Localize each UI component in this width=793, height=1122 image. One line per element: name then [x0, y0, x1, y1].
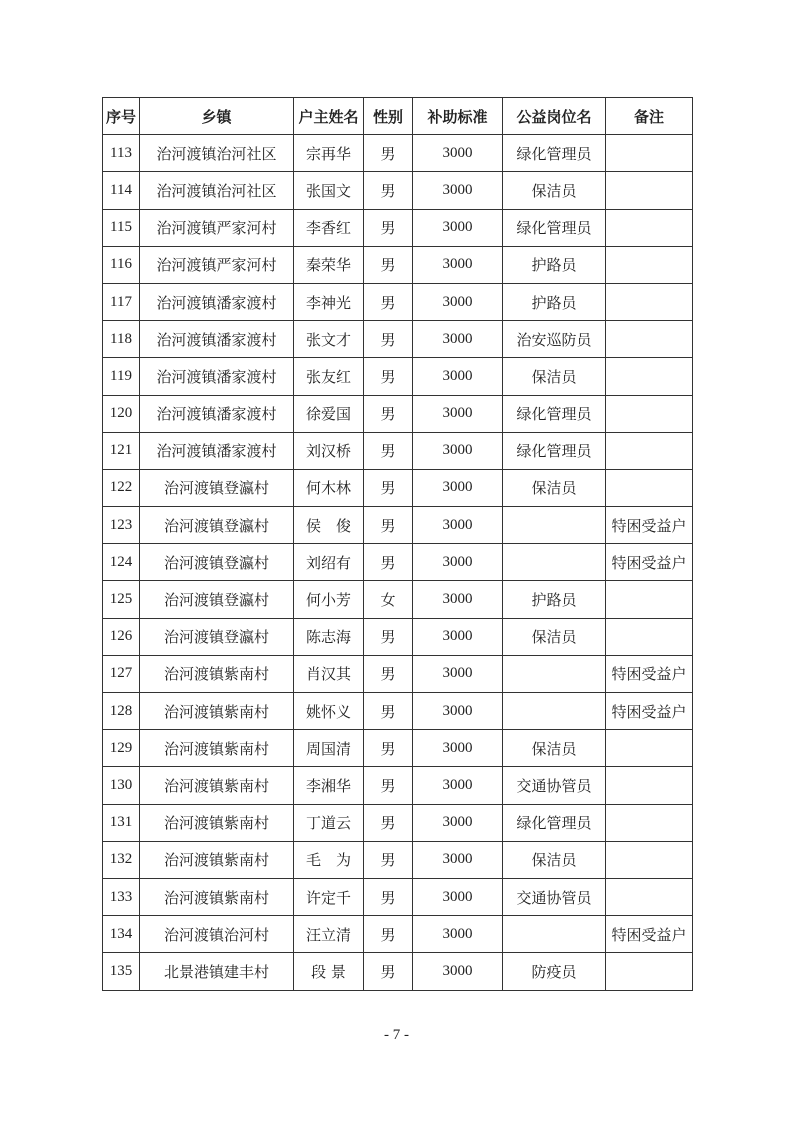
- cell-remarks: 特困受益户: [606, 693, 693, 730]
- cell-gender: 男: [364, 618, 413, 655]
- cell-remarks: [606, 804, 693, 841]
- cell-subsidy: 3000: [413, 172, 503, 209]
- cell-gender: 男: [364, 916, 413, 953]
- cell-township: 治河渡镇登瀛村: [140, 544, 294, 581]
- cell-subsidy: 3000: [413, 655, 503, 692]
- cell-index: 121: [103, 432, 140, 469]
- cell-householder-name: 毛 为: [294, 841, 364, 878]
- table-row: [103, 693, 693, 730]
- cell-subsidy: 3000: [413, 246, 503, 283]
- cell-position: 护路员: [503, 283, 606, 320]
- cell-remarks: [606, 581, 693, 618]
- cell-position: 护路员: [503, 581, 606, 618]
- cell-subsidy: 3000: [413, 432, 503, 469]
- cell-index: 118: [103, 321, 140, 358]
- cell-position: [503, 507, 606, 544]
- cell-remarks: [606, 135, 693, 172]
- cell-index: 124: [103, 544, 140, 581]
- cell-remarks: [606, 283, 693, 320]
- cell-remarks: [606, 432, 693, 469]
- cell-index: 122: [103, 469, 140, 506]
- cell-township: 治河渡镇严家河村: [140, 246, 294, 283]
- cell-gender: 男: [364, 841, 413, 878]
- cell-householder-name: 何小芳: [294, 581, 364, 618]
- cell-township: 北景港镇建丰村: [140, 953, 294, 990]
- cell-township: 治河渡镇登瀛村: [140, 507, 294, 544]
- cell-subsidy: 3000: [413, 730, 503, 767]
- cell-township: 治河渡镇登瀛村: [140, 618, 294, 655]
- cell-gender: 男: [364, 358, 413, 395]
- header-gender: 性别: [364, 98, 413, 135]
- cell-gender: 男: [364, 395, 413, 432]
- cell-subsidy: 3000: [413, 693, 503, 730]
- table-row: [103, 581, 693, 618]
- cell-remarks: 特困受益户: [606, 544, 693, 581]
- table-row: [103, 172, 693, 209]
- cell-index: 119: [103, 358, 140, 395]
- header-subsidy: 补助标准: [413, 98, 503, 135]
- cell-subsidy: 3000: [413, 358, 503, 395]
- cell-gender: 男: [364, 209, 413, 246]
- cell-householder-name: 许定千: [294, 878, 364, 915]
- cell-householder-name: 刘绍有: [294, 544, 364, 581]
- cell-householder-name: 秦荣华: [294, 246, 364, 283]
- cell-index: 132: [103, 841, 140, 878]
- cell-position: 保洁员: [503, 358, 606, 395]
- cell-township: 治河渡镇潘家渡村: [140, 321, 294, 358]
- cell-subsidy: 3000: [413, 283, 503, 320]
- cell-subsidy: 3000: [413, 767, 503, 804]
- table-row: [103, 395, 693, 432]
- table-row: [103, 135, 693, 172]
- cell-gender: 男: [364, 172, 413, 209]
- cell-householder-name: 姚怀义: [294, 693, 364, 730]
- cell-remarks: [606, 841, 693, 878]
- cell-position: 绿化管理员: [503, 395, 606, 432]
- cell-index: 135: [103, 953, 140, 990]
- cell-township: 治河渡镇紫南村: [140, 878, 294, 915]
- cell-gender: 男: [364, 767, 413, 804]
- cell-gender: 男: [364, 135, 413, 172]
- cell-householder-name: 刘汉桥: [294, 432, 364, 469]
- cell-township: 治河渡镇治河社区: [140, 135, 294, 172]
- cell-position: [503, 655, 606, 692]
- table-row: [103, 283, 693, 320]
- table-row: [103, 655, 693, 692]
- cell-subsidy: 3000: [413, 953, 503, 990]
- cell-subsidy: 3000: [413, 878, 503, 915]
- cell-householder-name: 李神光: [294, 283, 364, 320]
- cell-index: 116: [103, 246, 140, 283]
- cell-index: 113: [103, 135, 140, 172]
- cell-remarks: [606, 172, 693, 209]
- cell-householder-name: 李湘华: [294, 767, 364, 804]
- cell-remarks: [606, 767, 693, 804]
- cell-subsidy: 3000: [413, 321, 503, 358]
- cell-remarks: [606, 395, 693, 432]
- cell-remarks: [606, 209, 693, 246]
- table-body: [103, 135, 693, 990]
- table-row: [103, 544, 693, 581]
- cell-remarks: [606, 618, 693, 655]
- cell-position: 护路员: [503, 246, 606, 283]
- cell-position: 绿化管理员: [503, 432, 606, 469]
- table-row: [103, 358, 693, 395]
- cell-township: 治河渡镇治河社区: [140, 172, 294, 209]
- cell-position: 交通协管员: [503, 767, 606, 804]
- cell-remarks: [606, 953, 693, 990]
- cell-subsidy: 3000: [413, 581, 503, 618]
- cell-remarks: [606, 321, 693, 358]
- cell-position: 绿化管理员: [503, 804, 606, 841]
- cell-householder-name: 张文才: [294, 321, 364, 358]
- cell-index: 127: [103, 655, 140, 692]
- cell-gender: 女: [364, 581, 413, 618]
- cell-position: 治安巡防员: [503, 321, 606, 358]
- cell-householder-name: 徐爱国: [294, 395, 364, 432]
- cell-township: 治河渡镇紫南村: [140, 693, 294, 730]
- cell-gender: 男: [364, 655, 413, 692]
- cell-subsidy: 3000: [413, 841, 503, 878]
- cell-householder-name: 何木林: [294, 469, 364, 506]
- cell-householder-name: 丁道云: [294, 804, 364, 841]
- cell-township: 治河渡镇潘家渡村: [140, 432, 294, 469]
- cell-gender: 男: [364, 321, 413, 358]
- cell-position: 保洁员: [503, 730, 606, 767]
- cell-index: 115: [103, 209, 140, 246]
- cell-subsidy: 3000: [413, 469, 503, 506]
- cell-subsidy: 3000: [413, 395, 503, 432]
- cell-gender: 男: [364, 953, 413, 990]
- cell-position: [503, 916, 606, 953]
- cell-householder-name: 肖汉其: [294, 655, 364, 692]
- table-row: [103, 730, 693, 767]
- cell-remarks: [606, 730, 693, 767]
- cell-position: 防疫员: [503, 953, 606, 990]
- table-row: [103, 953, 693, 990]
- header-position: 公益岗位名: [503, 98, 606, 135]
- header-householder-name: 户主姓名: [294, 98, 364, 135]
- cell-householder-name: 侯 俊: [294, 507, 364, 544]
- cell-subsidy: 3000: [413, 544, 503, 581]
- cell-gender: 男: [364, 246, 413, 283]
- cell-householder-name: 汪立清: [294, 916, 364, 953]
- cell-index: 133: [103, 878, 140, 915]
- table-row: [103, 841, 693, 878]
- cell-remarks: [606, 878, 693, 915]
- cell-index: 120: [103, 395, 140, 432]
- cell-householder-name: 段 景: [294, 953, 364, 990]
- cell-township: 治河渡镇潘家渡村: [140, 358, 294, 395]
- cell-gender: 男: [364, 878, 413, 915]
- cell-index: 128: [103, 693, 140, 730]
- cell-subsidy: 3000: [413, 916, 503, 953]
- cell-remarks: 特困受益户: [606, 916, 693, 953]
- beneficiary-table: [102, 97, 693, 991]
- cell-position: 保洁员: [503, 618, 606, 655]
- cell-index: 129: [103, 730, 140, 767]
- cell-township: 治河渡镇治河村: [140, 916, 294, 953]
- cell-position: 保洁员: [503, 841, 606, 878]
- table-row: [103, 507, 693, 544]
- cell-subsidy: 3000: [413, 804, 503, 841]
- table-row: [103, 618, 693, 655]
- cell-subsidy: 3000: [413, 618, 503, 655]
- table-row: [103, 767, 693, 804]
- cell-householder-name: 张国文: [294, 172, 364, 209]
- cell-position: 保洁员: [503, 469, 606, 506]
- cell-householder-name: 陈志海: [294, 618, 364, 655]
- cell-position: [503, 544, 606, 581]
- cell-householder-name: 宗再华: [294, 135, 364, 172]
- cell-subsidy: 3000: [413, 507, 503, 544]
- cell-gender: 男: [364, 469, 413, 506]
- table-row: [103, 469, 693, 506]
- cell-gender: 男: [364, 693, 413, 730]
- cell-gender: 男: [364, 507, 413, 544]
- cell-index: 114: [103, 172, 140, 209]
- table-row: [103, 321, 693, 358]
- table-row: [103, 209, 693, 246]
- cell-township: 治河渡镇紫南村: [140, 655, 294, 692]
- cell-township: 治河渡镇潘家渡村: [140, 395, 294, 432]
- cell-index: 125: [103, 581, 140, 618]
- cell-gender: 男: [364, 730, 413, 767]
- cell-township: 治河渡镇紫南村: [140, 804, 294, 841]
- cell-township: 治河渡镇登瀛村: [140, 581, 294, 618]
- cell-township: 治河渡镇紫南村: [140, 841, 294, 878]
- cell-position: 交通协管员: [503, 878, 606, 915]
- cell-index: 123: [103, 507, 140, 544]
- cell-remarks: 特困受益户: [606, 655, 693, 692]
- cell-gender: 男: [364, 544, 413, 581]
- cell-householder-name: 张友红: [294, 358, 364, 395]
- cell-index: 126: [103, 618, 140, 655]
- cell-householder-name: 李香红: [294, 209, 364, 246]
- cell-gender: 男: [364, 283, 413, 320]
- cell-subsidy: 3000: [413, 209, 503, 246]
- table-row: [103, 916, 693, 953]
- cell-remarks: 特困受益户: [606, 507, 693, 544]
- cell-township: 治河渡镇紫南村: [140, 767, 294, 804]
- table-row: [103, 878, 693, 915]
- header-remarks: 备注: [606, 98, 693, 135]
- table-row: [103, 246, 693, 283]
- cell-township: 治河渡镇登瀛村: [140, 469, 294, 506]
- cell-remarks: [606, 469, 693, 506]
- cell-gender: 男: [364, 432, 413, 469]
- table-row: [103, 432, 693, 469]
- cell-position: 绿化管理员: [503, 209, 606, 246]
- cell-index: 131: [103, 804, 140, 841]
- table-header-row: [103, 98, 693, 135]
- cell-position: 绿化管理员: [503, 135, 606, 172]
- header-index: 序号: [103, 98, 140, 135]
- cell-index: 130: [103, 767, 140, 804]
- cell-gender: 男: [364, 804, 413, 841]
- cell-position: 保洁员: [503, 172, 606, 209]
- cell-position: [503, 693, 606, 730]
- cell-township: 治河渡镇潘家渡村: [140, 283, 294, 320]
- cell-remarks: [606, 246, 693, 283]
- table-row: [103, 804, 693, 841]
- cell-householder-name: 周国清: [294, 730, 364, 767]
- header-township: 乡镇: [140, 98, 294, 135]
- cell-subsidy: 3000: [413, 135, 503, 172]
- cell-index: 117: [103, 283, 140, 320]
- cell-township: 治河渡镇严家河村: [140, 209, 294, 246]
- cell-township: 治河渡镇紫南村: [140, 730, 294, 767]
- cell-remarks: [606, 358, 693, 395]
- cell-index: 134: [103, 916, 140, 953]
- page-number: - 7 -: [384, 1027, 409, 1043]
